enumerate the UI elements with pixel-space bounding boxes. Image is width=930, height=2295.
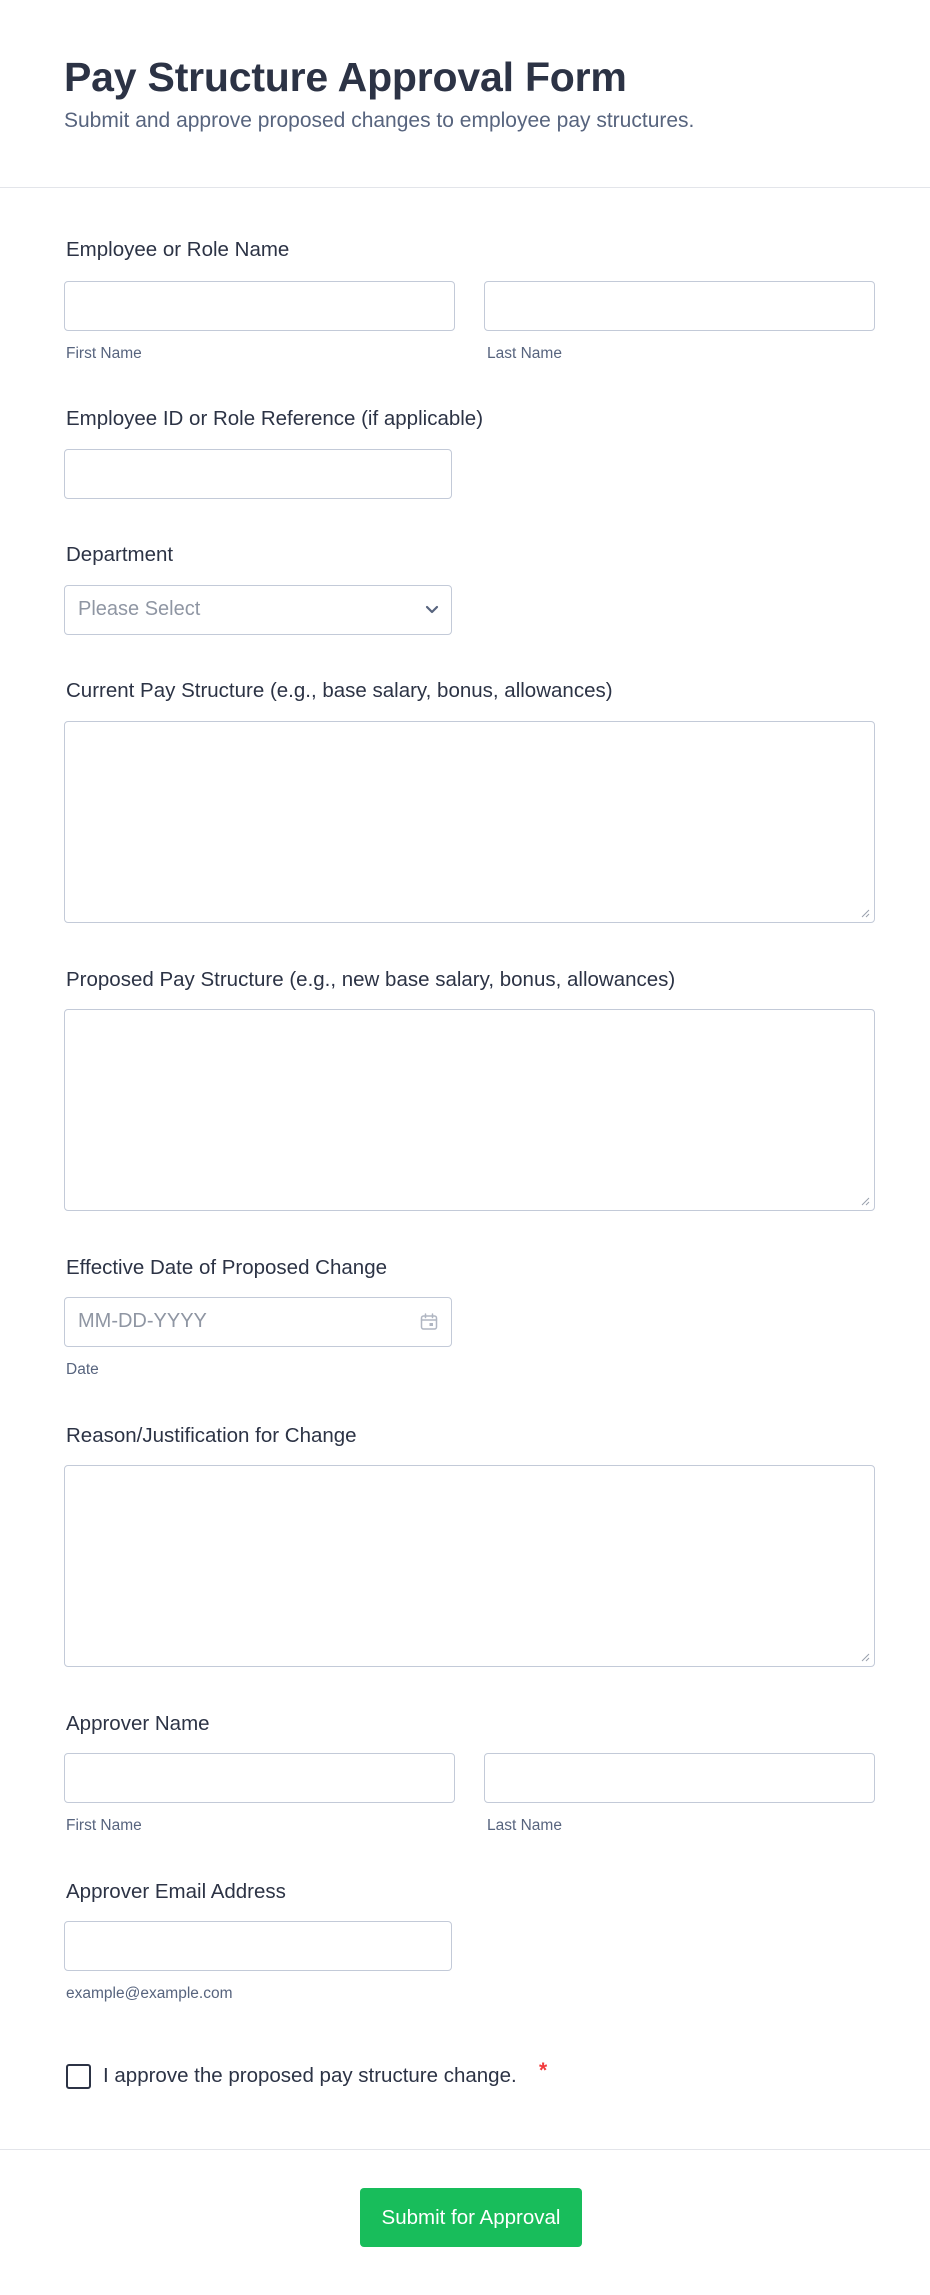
submit-button[interactable]: Submit for Approval xyxy=(360,2188,582,2247)
department-select[interactable] xyxy=(64,585,452,635)
effective-date-sublabel: Date xyxy=(66,1361,99,1378)
resize-handle-icon[interactable] xyxy=(860,1196,870,1206)
employee-last-name-input[interactable] xyxy=(484,281,875,331)
approver-name-label: Approver Name xyxy=(66,1712,210,1735)
employee-last-name-sublabel: Last Name xyxy=(487,345,562,362)
proposed-pay-label: Proposed Pay Structure (e.g., new base salary, bonus, allowances) xyxy=(66,968,676,991)
resize-handle-icon[interactable] xyxy=(860,908,870,918)
approver-first-name-sublabel: First Name xyxy=(66,1817,142,1834)
proposed-pay-textarea[interactable] xyxy=(64,1009,875,1211)
approval-checkbox-label[interactable]: I approve the proposed pay structure change. xyxy=(103,2064,517,2087)
approver-first-name-input[interactable] xyxy=(64,1753,455,1803)
calendar-icon[interactable] xyxy=(419,1312,439,1332)
current-pay-label: Current Pay Structure (e.g., base salary, bonus, allowances) xyxy=(66,679,613,702)
effective-date-placeholder: MM-DD-YYYY xyxy=(78,1310,207,1332)
employee-first-name-sublabel: First Name xyxy=(66,345,142,362)
resize-handle-icon[interactable] xyxy=(860,1652,870,1662)
page-subtitle: Submit and approve proposed changes to employee pay structures. xyxy=(64,109,695,132)
employee-id-label: Employee ID or Role Reference (if applicable) xyxy=(66,407,484,430)
form-header xyxy=(0,0,930,188)
approver-email-sublabel: example@example.com xyxy=(66,1985,233,2002)
footer-divider xyxy=(0,2149,930,2150)
approval-checkbox[interactable] xyxy=(66,2064,91,2089)
effective-date-input[interactable] xyxy=(64,1297,452,1347)
department-label: Department xyxy=(66,543,174,566)
page-title: Pay Structure Approval Form xyxy=(64,54,627,100)
approver-last-name-sublabel: Last Name xyxy=(487,1817,562,1834)
approver-last-name-input[interactable] xyxy=(484,1753,875,1803)
approver-email-label: Approver Email Address xyxy=(66,1880,286,1903)
department-selected-value: Please Select xyxy=(78,598,201,620)
employee-name-label: Employee or Role Name xyxy=(66,238,290,261)
required-asterisk: * xyxy=(539,2059,548,2082)
effective-date-label: Effective Date of Proposed Change xyxy=(66,1256,387,1279)
approver-email-input[interactable] xyxy=(64,1921,452,1971)
employee-first-name-input[interactable] xyxy=(64,281,455,331)
chevron-down-icon xyxy=(423,600,441,618)
current-pay-textarea[interactable] xyxy=(64,721,875,923)
reason-textarea[interactable] xyxy=(64,1465,875,1667)
reason-label: Reason/Justification for Change xyxy=(66,1424,357,1447)
employee-id-input[interactable] xyxy=(64,449,452,499)
